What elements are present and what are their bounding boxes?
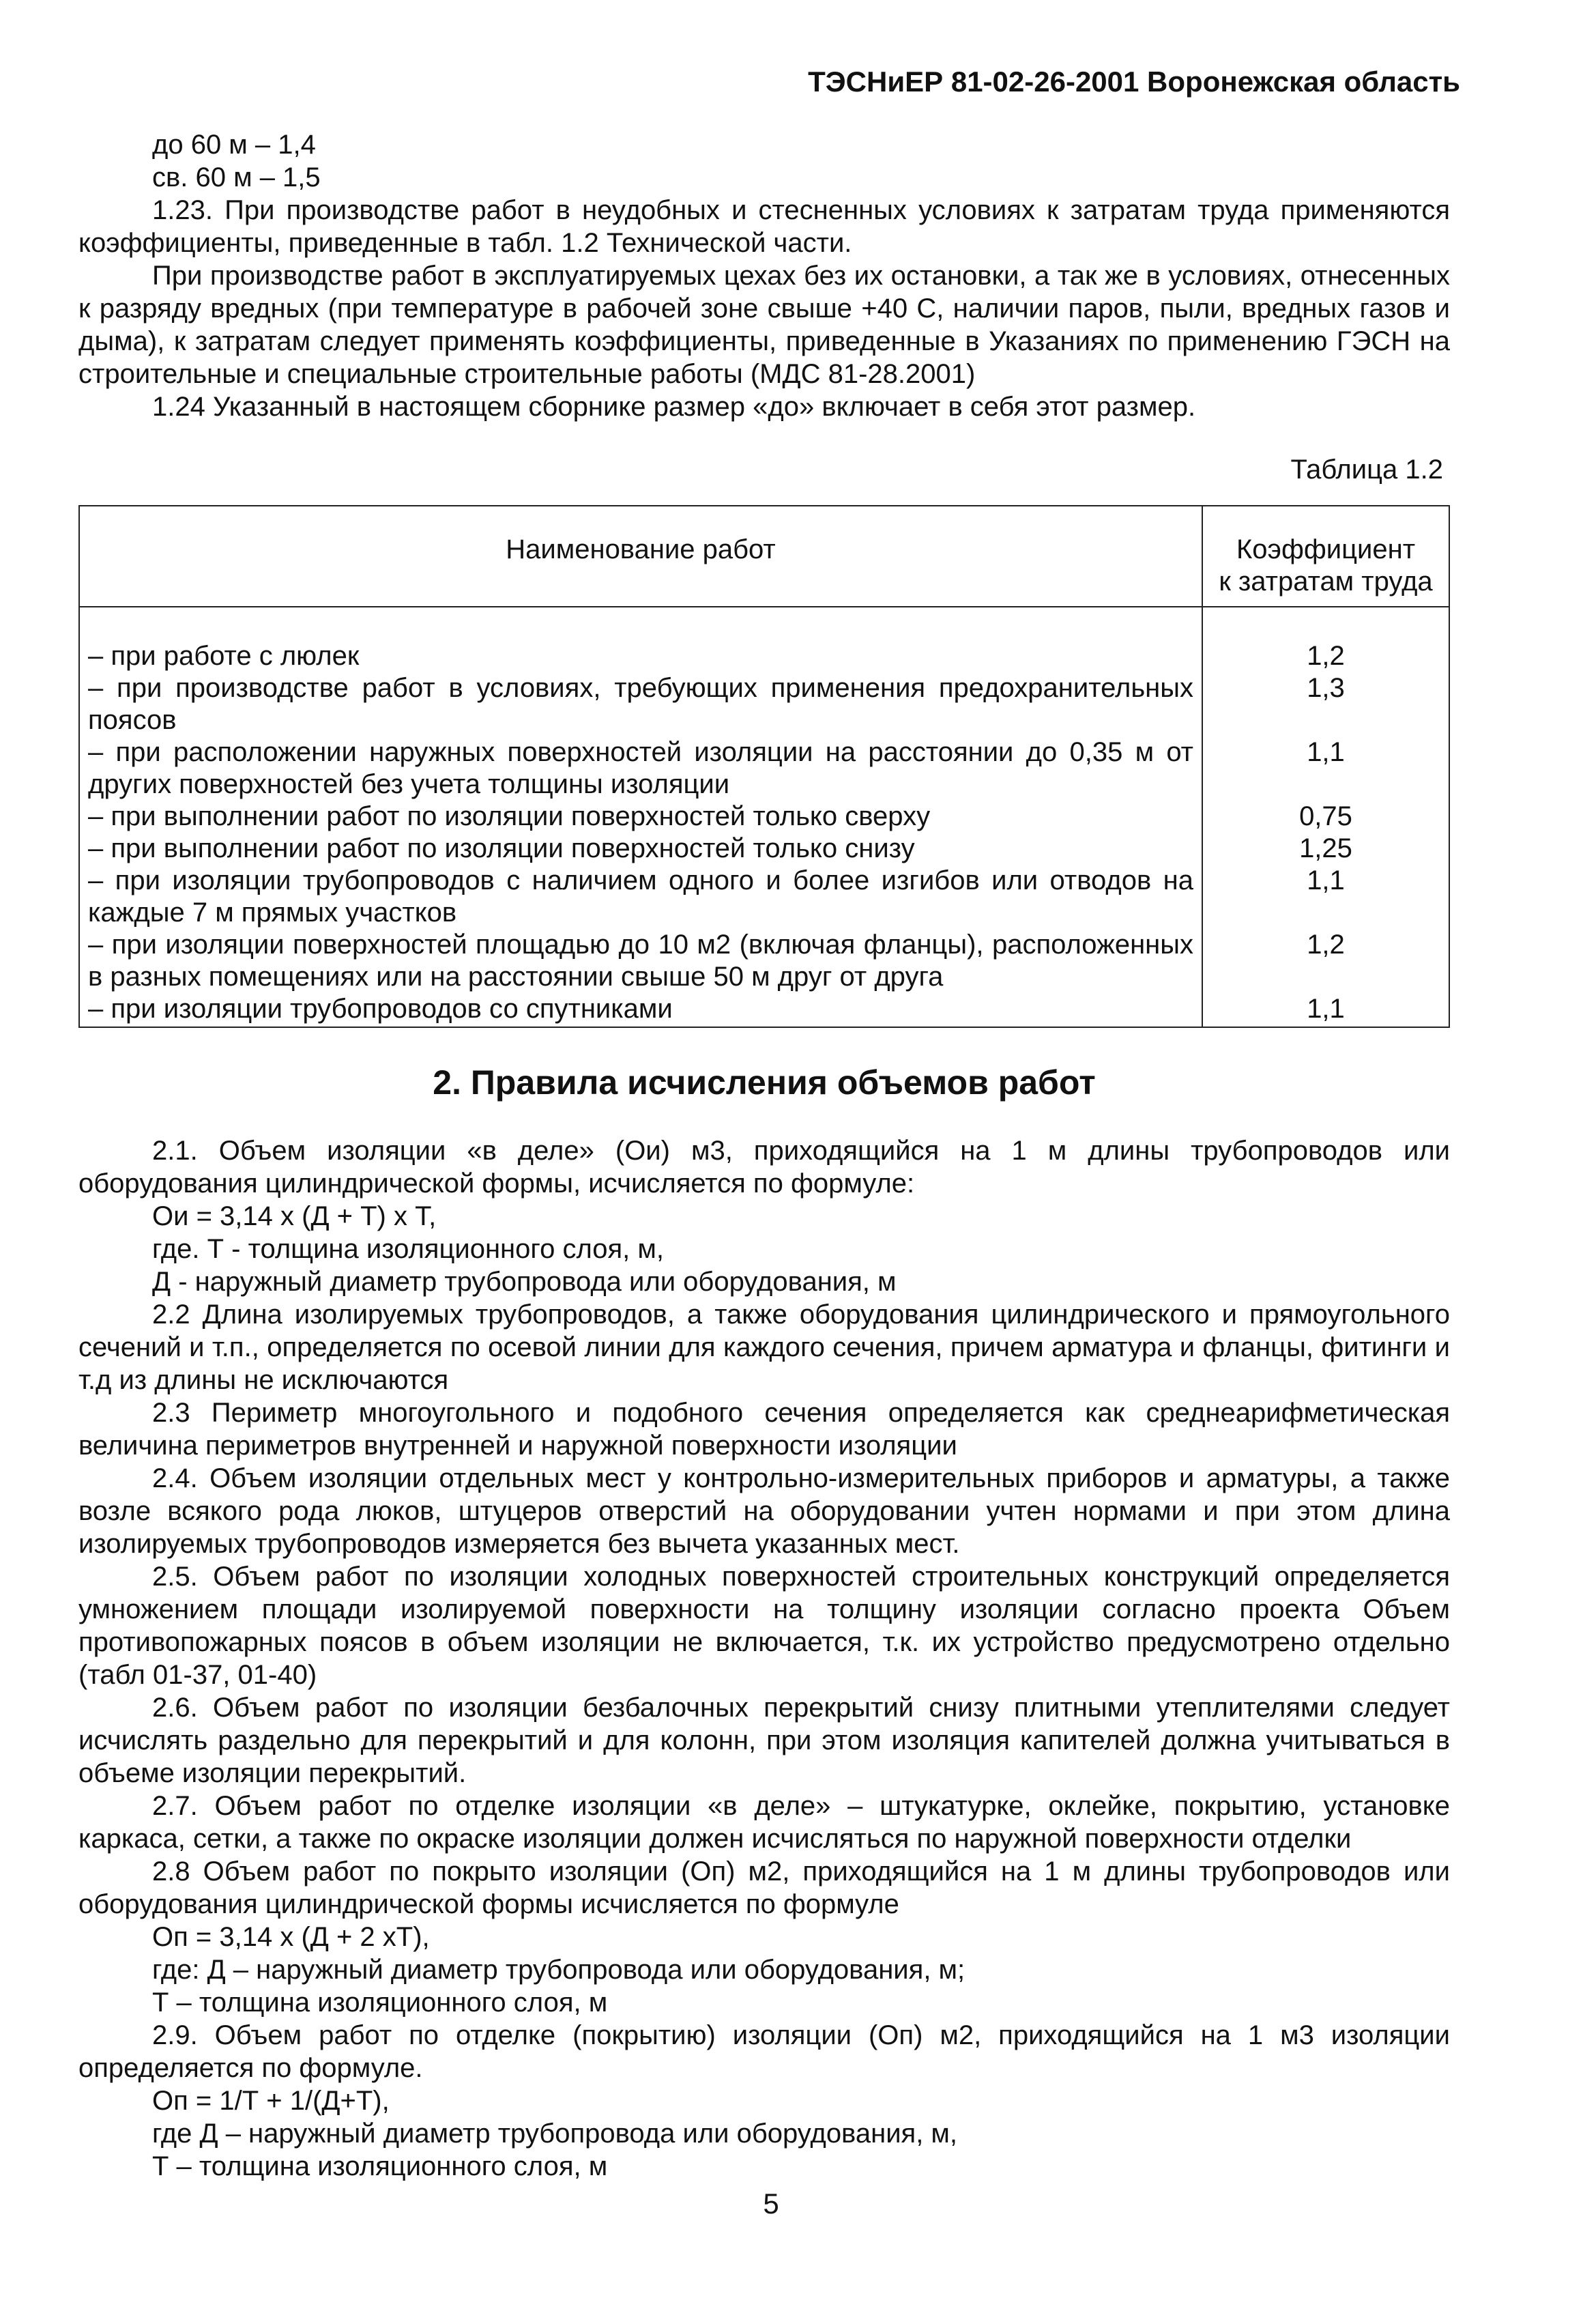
work-name-cell: – при изоляции трубопроводов с наличием одного и более изгибов или отводов на каждые 7 м прямых участков (79, 865, 1202, 929)
coefficient-cell: 1,2 (1202, 607, 1449, 672)
work-name-cell: – при расположении наружных поверхностей изоляции на расстоянии до 0,35 м от других поверхностей без учета толщины изоляции (79, 736, 1202, 801)
work-name-cell: – при выполнении работ по изоляции поверхностей только сверху (79, 801, 1202, 833)
table-row (79, 865, 1449, 929)
intro-line: св. 60 м – 1,5 (152, 162, 321, 192)
paragraph-2-4: 2.4. Объем изоляции отдельных мест у контрольно-измерительных приборов и арматуры, а также возле всякого рода люков, штуцеров отверстий на оборудовании учтен нормами и при этом длина изолируемых трубопроводов измеряется без вычета указанных мест. (78, 1463, 1450, 1559)
paragraph-2-5: 2.5. Объем работ по изоляции холодных поверхностей строительных конструкций определяется умножением площади изолируемой поверхности на толщину изоляции согласно проекта Объем противопожарных поясов в объем изоляции не включается, т.к. их устройство предусмотрено отдельно (табл 01-37, 01-40) (78, 1562, 1450, 1690)
section-title: 2. Правила исчисления объемов работ (433, 1063, 1096, 1102)
paragraph-harmful-conditions: При производстве работ в эксплуатируемых цехах без их остановки, а так же в условиях, отнесенных к разряду вредных (при температуре в рабочей зоне свыше +40 С, наличии паров, пыли, вредных газов и дыма), к затратам следует применять коэффициенты, приведенные в Указаниях по применению ГЭСН на строительные и специальные строительные работы (МДС 81-28.2001) (78, 261, 1450, 389)
coefficient-cell: 1,2 (1202, 929, 1449, 993)
intro-line: до 60 м – 1,4 (152, 130, 316, 160)
paragraph-2-8: 2.8 Объем работ по покрыто изоляции (Оп) м2, приходящийся на 1 м длины трубопроводов или оборудования цилиндрической формы исчисляется по формуле (78, 1856, 1450, 1919)
work-name-cell: – при производстве работ в условиях, требующих применения предохранительных поясов (79, 672, 1202, 736)
paragraph-2-1: 2.1. Объем изоляции «в деле» (Ои) м3, приходящийся на 1 м длины трубопроводов или оборудования цилиндрической формы, исчисляется по формуле: (78, 1136, 1450, 1199)
work-name-cell: – при изоляции трубопроводов со спутниками (79, 993, 1202, 1027)
coefficient-cell: 1,1 (1202, 736, 1449, 801)
formula-2-1: Ои = 3,14 х (Д + Т) х Т, (152, 1201, 437, 1231)
paragraph-2-7: 2.7. Объем работ по отделке изоляции «в деле» – штукатурке, оклейке, покрытию, установке каркаса, сетки, а также по окраске изоляции должен исчисляться по наружной поверхности отделки (78, 1791, 1450, 1854)
formula-2-8-where-1: где: Д – наружный диаметр трубопровода или оборудования, м; (152, 1955, 965, 1985)
paragraph-1-24: 1.24 Указанный в настоящем сборнике размер «до» включает в себя этот размер. (152, 392, 1196, 422)
paragraph-2-6: 2.6. Объем работ по изоляции безбалочных перекрытий снизу плитными утеплителями следует исчислять раздельно для перекрытий и для колонн, при этом изоляция капителей должна учитываться в объеме изоляции перекрытий. (78, 1693, 1450, 1788)
column-header-work-name: Наименование работ (79, 506, 1202, 607)
formula-2-9-where-2: Т – толщина изоляционного слоя, м (152, 2151, 608, 2181)
work-name-cell: – при изоляции поверхностей площадью до 10 м2 (включая фланцы), расположенных в разных помещениях или на расстоянии свыше 50 м друг от друга (79, 929, 1202, 993)
table-row (79, 801, 1449, 833)
table-row (79, 607, 1449, 672)
column-header-coefficient-line2: к затратам труда (1219, 566, 1433, 597)
column-header-coefficient (1202, 506, 1449, 607)
coefficient-cell: 1,25 (1202, 833, 1449, 865)
coefficient-cell: 0,75 (1202, 801, 1449, 833)
formula-2-1-where-1: где. Т - толщина изоляционного слоя, м, (152, 1234, 664, 1264)
paragraph-1-23: 1.23. При производстве работ в неудобных и стесненных условиях к затратам труда применяются коэффициенты, приведенные в табл. 1.2 Технической части. (78, 195, 1450, 258)
paragraph-2-2: 2.2 Длина изолируемых трубопроводов, а также оборудования цилиндрического и прямоугольного сечений и т.п., определяется по осевой линии для каждого сечения, причем арматура и фланцы, фитинги и т.д из длины не исключаются (78, 1300, 1450, 1395)
paragraph-2-9: 2.9. Объем работ по отделке (покрытию) изоляции (Оп) м2, приходящийся на 1 м3 изоляции определяется по формуле. (78, 2020, 1450, 2083)
table-row (79, 993, 1449, 1027)
paragraph-2-3: 2.3 Периметр многоугольного и подобного сечения определяется как среднеарифметическая величина периметров внутренней и наружной поверхности изоляции (78, 1398, 1450, 1461)
work-name-cell: – при работе с люлек (79, 607, 1202, 672)
work-name-cell: – при выполнении работ по изоляции поверхностей только снизу (79, 833, 1202, 865)
formula-2-1-where-2: Д - наружный диаметр трубопровода или оборудования, м (152, 1267, 897, 1297)
table-caption: Таблица 1.2 (1290, 455, 1443, 485)
formula-2-9-where-1: где Д – наружный диаметр трубопровода или оборудования, м, (152, 2119, 958, 2149)
page-content (78, 128, 1450, 2183)
table-row (79, 833, 1449, 865)
coefficient-cell: 1,3 (1202, 672, 1449, 736)
page-number: 5 (763, 2187, 779, 2220)
table-row (79, 929, 1449, 993)
document-header: ТЭСНиЕР 81-02-26-2001 Воронежская область (808, 66, 1460, 98)
coefficient-cell: 1,1 (1202, 865, 1449, 929)
table-row (79, 672, 1449, 736)
formula-2-8: Оп = 3,14 х (Д + 2 хТ), (152, 1922, 430, 1952)
table-row (79, 736, 1449, 801)
table-header-row (79, 506, 1449, 607)
coefficient-cell: 1,1 (1202, 993, 1449, 1027)
formula-2-8-where-2: Т – толщина изоляционного слоя, м (152, 1988, 608, 2018)
column-header-coefficient-line1: Коэффициент (1236, 534, 1416, 564)
formula-2-9: Оп = 1/Т + 1/(Д+Т), (152, 2086, 390, 2116)
coefficients-table (78, 505, 1450, 1028)
